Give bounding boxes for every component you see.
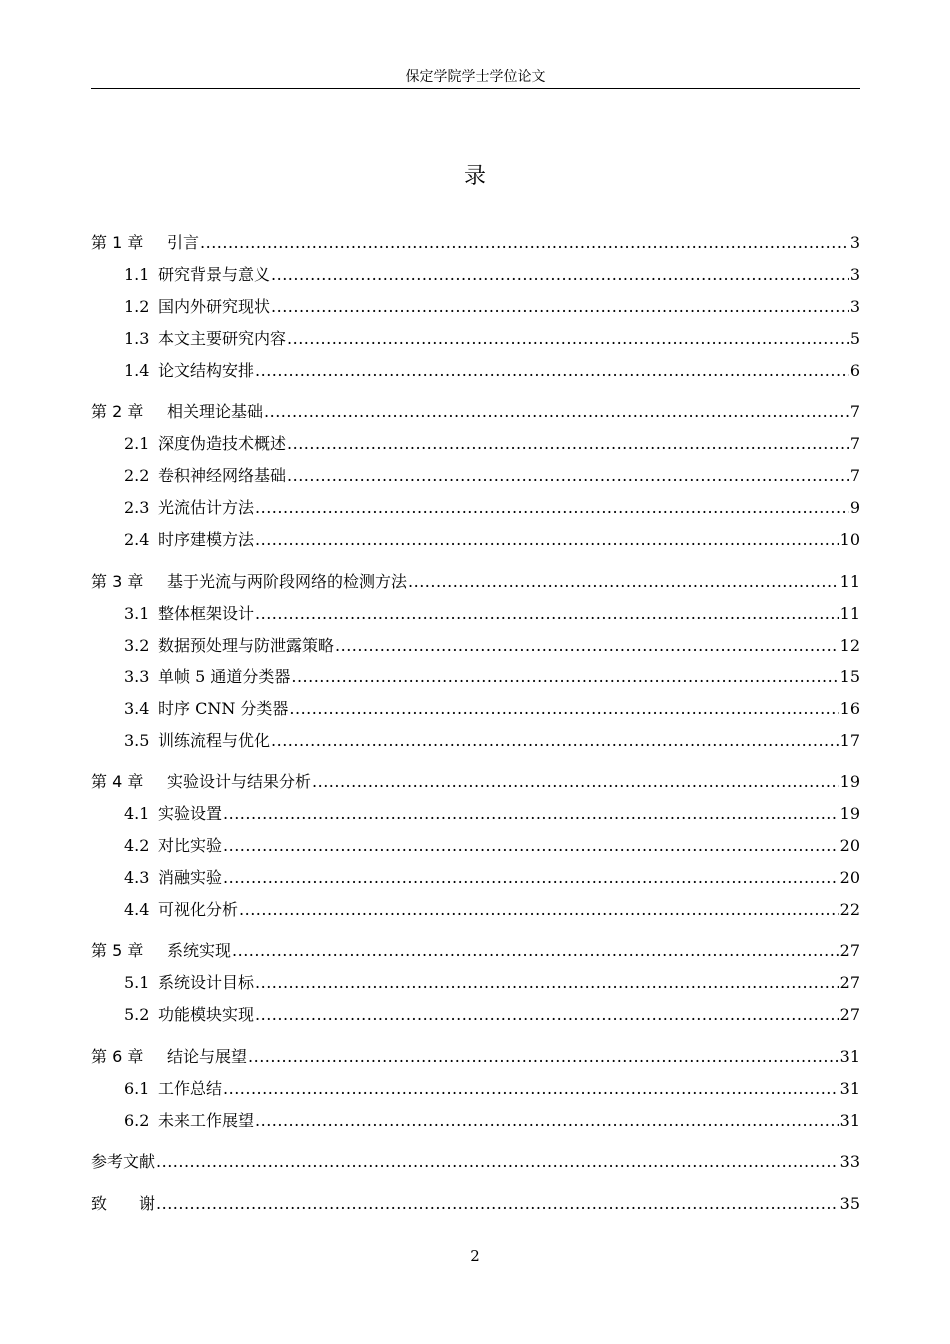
toc-dot-leader — [287, 328, 849, 350]
toc-entry-page: 3 — [849, 265, 860, 284]
toc-entry-number: 4.3 — [124, 868, 150, 887]
toc-entry-title: 卷积神经网络基础 — [158, 466, 287, 485]
page-header: 保定学院学士学位论文 — [91, 66, 860, 89]
toc-entry-title: 时序建模方法 — [158, 530, 255, 549]
toc-entry-number: 1.2 — [124, 297, 150, 316]
toc-entry-page: 31 — [839, 1111, 860, 1130]
toc-entry-number: 第 2 章 — [91, 402, 144, 421]
toc-dot-leader — [291, 666, 838, 688]
toc-dot-leader — [271, 730, 839, 752]
toc-entry-page: 15 — [839, 667, 860, 686]
toc-dot-leader — [223, 803, 839, 825]
toc-entry-page: 19 — [839, 804, 860, 823]
toc-entry-title: 结论与展望 — [167, 1047, 248, 1066]
toc-dot-leader — [156, 1193, 839, 1215]
toc-entry-title: 系统实现 — [167, 941, 232, 960]
toc-entry-number: 6.2 — [124, 1111, 150, 1130]
toc-entry-title: 系统设计目标 — [158, 973, 255, 992]
toc-entry-title: 致 谢 — [91, 1194, 156, 1213]
page-number: 2 — [470, 1247, 480, 1265]
toc-entry-number: 1.4 — [124, 361, 150, 380]
toc-entry-number: 2.1 — [124, 434, 150, 453]
toc-entry-title: 国内外研究现状 — [158, 297, 271, 316]
toc-entry-number: 4.1 — [124, 804, 150, 823]
toc-dot-leader — [200, 232, 849, 254]
toc-entry-number: 6.1 — [124, 1079, 150, 1098]
toc-entry-title: 研究背景与意义 — [158, 265, 271, 284]
toc-section-entry[interactable] — [124, 465, 860, 487]
toc-section-entry[interactable] — [124, 497, 860, 519]
toc-entry-title: 对比实验 — [158, 836, 223, 855]
toc-chapter-entry[interactable] — [91, 232, 860, 254]
toc-section-entry[interactable] — [124, 835, 860, 857]
toc-entry-page: 7 — [849, 402, 860, 421]
toc-entry-page: 11 — [839, 572, 860, 591]
toc-entry-page: 27 — [839, 973, 860, 992]
toc-section-entry[interactable] — [124, 666, 860, 688]
toc-entry-title: 参考文献 — [91, 1152, 156, 1171]
toc-entry-title: 基于光流与两阶段网络的检测方法 — [167, 572, 408, 591]
toc-entry-page: 7 — [849, 434, 860, 453]
toc-entry-page: 7 — [849, 466, 860, 485]
toc-dot-leader — [255, 1110, 839, 1132]
toc-dot-leader — [248, 1046, 839, 1068]
toc-entry-title: 消融实验 — [158, 868, 223, 887]
toc-entry-title: 功能模块实现 — [158, 1005, 255, 1024]
toc-dot-leader — [408, 571, 839, 593]
toc-dot-leader — [156, 1151, 839, 1173]
toc-entry-page: 33 — [839, 1152, 860, 1171]
toc-entry-number: 2.3 — [124, 498, 150, 517]
toc-dot-leader — [287, 465, 849, 487]
toc-dot-leader — [255, 497, 849, 519]
toc-entry-title: 深度伪造技术概述 — [158, 434, 287, 453]
toc-entry-title: 未来工作展望 — [158, 1111, 255, 1130]
toc-entry-title: 引言 — [167, 233, 200, 252]
toc-section-entry[interactable] — [124, 972, 860, 994]
toc-section-entry[interactable] — [124, 635, 860, 657]
toc-entry-page: 9 — [849, 498, 860, 517]
toc-entry-title: 训练流程与优化 — [158, 731, 271, 750]
toc-entry-title: 论文结构安排 — [158, 361, 255, 380]
toc-entry-title: 相关理论基础 — [167, 402, 264, 421]
toc-section-entry[interactable] — [124, 730, 860, 752]
toc-entry-number: 4.2 — [124, 836, 150, 855]
toc-title: 录 — [463, 164, 486, 189]
toc-dot-leader — [255, 1004, 839, 1026]
toc-chapter-entry[interactable] — [91, 1193, 860, 1215]
toc-entry-page: 20 — [839, 836, 860, 855]
toc-entry-number: 第 6 章 — [91, 1047, 144, 1066]
toc-section-entry[interactable] — [124, 803, 860, 825]
toc-dot-leader — [271, 264, 849, 286]
toc-entry-page: 6 — [849, 361, 860, 380]
toc-entry-page: 11 — [839, 604, 860, 623]
toc-entry-page: 10 — [839, 530, 860, 549]
toc-entry-number: 4.4 — [124, 900, 150, 919]
toc-chapter-entry[interactable] — [91, 571, 860, 593]
toc-chapter-entry[interactable] — [91, 401, 860, 423]
toc-chapter-entry[interactable] — [91, 771, 860, 793]
toc-section-entry[interactable] — [124, 296, 860, 318]
toc-entry-page: 12 — [839, 636, 860, 655]
toc-chapter-entry[interactable] — [91, 1151, 860, 1173]
toc-entry-page: 17 — [839, 731, 860, 750]
toc-dot-leader — [223, 835, 839, 857]
toc-entry-title: 实验设计与结果分析 — [167, 772, 312, 791]
toc-entry-number: 1.3 — [124, 329, 150, 348]
toc-entry-title: 单帧 5 通道分类器 — [158, 667, 291, 686]
toc-entry-title: 实验设置 — [158, 804, 223, 823]
toc-section-entry[interactable] — [124, 1078, 860, 1100]
toc-section-entry[interactable] — [124, 1004, 860, 1026]
toc-entry-page: 22 — [839, 900, 860, 919]
toc-section-entry[interactable] — [124, 698, 860, 720]
toc-dot-leader — [223, 867, 839, 889]
toc-entry-title: 本文主要研究内容 — [158, 329, 287, 348]
toc-dot-leader — [287, 433, 849, 455]
toc-entry-title: 数据预处理与防泄露策略 — [158, 636, 335, 655]
toc-entry-page: 16 — [839, 699, 860, 718]
toc-entry-number: 2.4 — [124, 530, 150, 549]
toc-entry-number: 第 5 章 — [91, 941, 144, 960]
toc-entry-page: 5 — [849, 329, 860, 348]
toc-dot-leader — [312, 771, 839, 793]
toc-section-entry[interactable] — [124, 1110, 860, 1132]
toc-entry-page: 35 — [839, 1194, 860, 1213]
toc-entry-title: 光流估计方法 — [158, 498, 255, 517]
toc-entry-page: 19 — [839, 772, 860, 791]
toc-chapter-entry[interactable] — [91, 1046, 860, 1068]
toc-dot-leader — [335, 635, 839, 657]
toc-dot-leader — [239, 899, 839, 921]
toc-entry-page: 31 — [839, 1079, 860, 1098]
toc-section-entry[interactable] — [124, 899, 860, 921]
toc-entry-page: 27 — [839, 1005, 860, 1024]
toc-section-entry[interactable] — [124, 529, 860, 551]
toc-dot-leader — [264, 401, 849, 423]
toc-entry-number: 3.3 — [124, 667, 150, 686]
toc-entry-number: 第 4 章 — [91, 772, 144, 791]
toc-section-entry[interactable] — [124, 867, 860, 889]
toc-dot-leader — [232, 940, 839, 962]
toc-dot-leader — [255, 529, 839, 551]
toc-entry-page: 3 — [849, 297, 860, 316]
toc-entry-number: 3.1 — [124, 604, 150, 623]
toc-entry-title: 整体框架设计 — [158, 604, 255, 623]
toc-entry-number: 3.4 — [124, 699, 150, 718]
toc-entry-page: 3 — [849, 233, 860, 252]
toc-entry-number: 1.1 — [124, 265, 150, 284]
toc-dot-leader — [255, 972, 839, 994]
toc-section-entry[interactable] — [124, 328, 860, 350]
toc-entry-number: 第 1 章 — [91, 233, 144, 252]
toc-dot-leader — [271, 296, 849, 318]
toc-entry-page: 20 — [839, 868, 860, 887]
toc-chapter-entry[interactable] — [91, 940, 860, 962]
toc-section-entry[interactable] — [124, 603, 860, 625]
toc-dot-leader — [223, 1078, 839, 1100]
toc-dot-leader — [289, 698, 838, 720]
toc-entry-number: 第 3 章 — [91, 572, 144, 591]
toc-entry-title: 时序 CNN 分类器 — [158, 699, 289, 718]
toc-entry-title: 工作总结 — [158, 1079, 223, 1098]
toc-entry-number: 5.1 — [124, 973, 150, 992]
toc-section-entry[interactable] — [124, 360, 860, 382]
toc-entry-number: 5.2 — [124, 1005, 150, 1024]
toc-section-entry[interactable] — [124, 264, 860, 286]
toc-dot-leader — [255, 360, 849, 382]
toc-entry-number: 2.2 — [124, 466, 150, 485]
toc-entry-number: 3.5 — [124, 731, 150, 750]
toc-entry-page: 31 — [839, 1047, 860, 1066]
toc-section-entry[interactable] — [124, 433, 860, 455]
toc-dot-leader — [255, 603, 839, 625]
toc-entry-number: 3.2 — [124, 636, 150, 655]
toc-entry-page: 27 — [839, 941, 860, 960]
toc-entry-title: 可视化分析 — [158, 900, 239, 919]
